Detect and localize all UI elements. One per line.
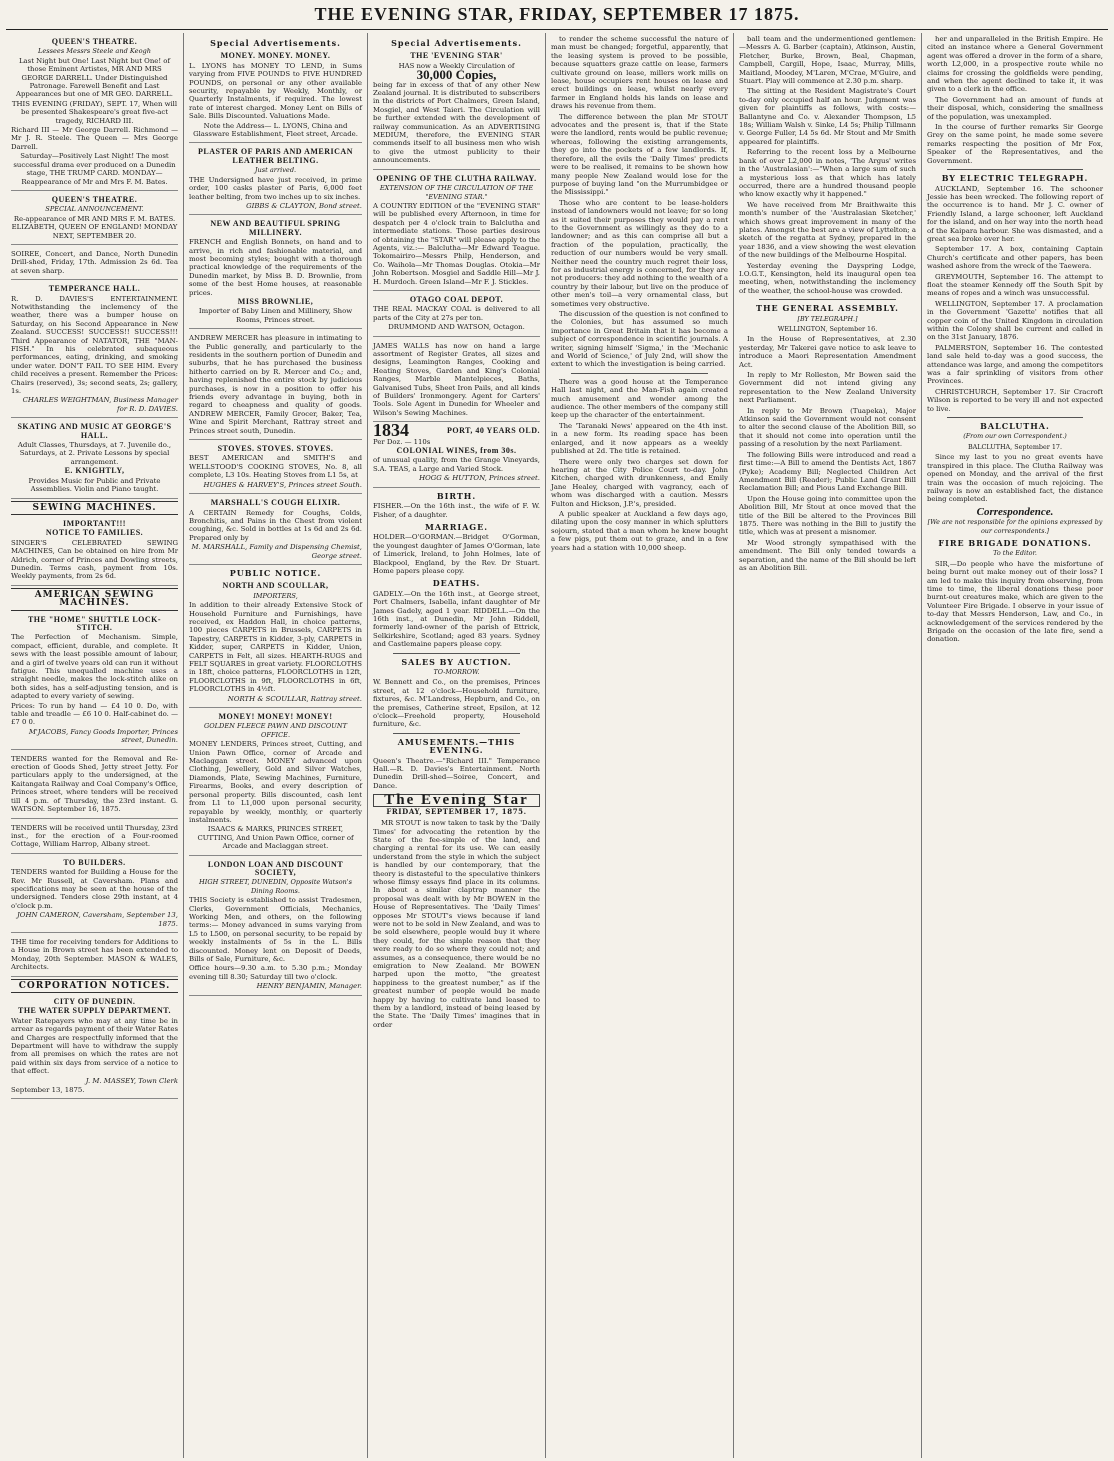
ad-lyons-money bbox=[189, 49, 362, 143]
amusements-heading: AMUSEMENTS.—THIS EVENING. bbox=[397, 736, 516, 756]
report-paragraph: her and unparalleled in the British Empire. He cited an instance where a General Government agent was offered a drover in the form of a share, worth L2,000, in a prospective route while no claims for crossing the goldfields were pending, and when the agent declined to take it, it was given to a clerk in the office. bbox=[927, 35, 1103, 94]
evening-star-banner: The Evening Star bbox=[373, 794, 540, 806]
ad-title: MARSHALL'S COUGH ELIXIR. bbox=[210, 498, 341, 508]
section-sewing: SEWING MACHINES. bbox=[11, 501, 178, 515]
ad-james-walls bbox=[373, 339, 540, 423]
telegraph-paragraph: CHRISTCHURCH, September 17. Sir Cracroft Wilson is reported to be very ill and not expected to live. bbox=[927, 387, 1103, 413]
telegraph-sub: [BY TELEGRAPH.] bbox=[797, 314, 858, 323]
telegraph-paragraph: GREYMOUTH, September 16. The attempt to float the steamer Kennedy off the South Spit by means of ropes and a winch was unsuccessful. bbox=[927, 272, 1103, 298]
report-paragraph: In reply to Mr Brown (Tuapeka), Major Atkinson said the Government would not consent to alter the second clause of the Abolition Bill, so that it should not come into operation until the passing of a resolution by the next Parliament. bbox=[739, 406, 916, 449]
ad-body: ANDREW MERCER has pleasure in intimating to the Public generally, and particularly to the residents in the southern portion of Dunedin and suburbs, that he has purchased the business hitherto carried on by R. Mercer and Co.; and, having replenished the entire stock by judicious purchases, is now in a position to offer his friends every advantage in buying, both in regard to cheapness and quality of goods. ANDREW MERCER, Family Grocer, Baker, Tea, Wine and Spirit Merchant, Rattray street and Princes street south, Dunedin. bbox=[189, 334, 362, 435]
telegraph-paragraph: September 17. A box, containing Captain Church's certificate and other papers, has been washed ashore from the wreck of the Taewera. bbox=[927, 245, 1103, 271]
ad-sub: HIGH STREET, DUNEDIN, Opposite Watson's Dining Rooms. bbox=[199, 878, 352, 895]
ad-city: CITY OF DUNEDIN. bbox=[53, 997, 136, 1006]
news-paragraph: A public speaker at Auckland a few days ago, dilating upon the cosy manner in which splutters sojourn, stated that a man whom he knew bought a few pigs, put them out to graze, and in a few years had a station with 10,000 sheep. bbox=[551, 509, 728, 552]
electric-telegraph-heading: BY ELECTRIC TELEGRAPH. bbox=[941, 173, 1089, 184]
editorial bbox=[373, 819, 540, 1029]
ad-port-wine bbox=[373, 420, 540, 487]
ad-title: SKATING AND MUSIC AT GEORGE'S HALL. bbox=[17, 422, 172, 440]
ad-body: JAMES WALLS has now on hand a large assortment of Register Grates, all sizes and designs, Leamington Ranges, Cooking and Heating Stoves, Garden and King's Colonial Ranges, Marble Mantelpieces, Baths, Galvanised Tubs, Sheet Iron Pails, and all kinds of Builders' Ironmongery. Agent for Carters' Tools. Sole Agent in Dunedin for Wheeler and Wilson's Sewing Machines. bbox=[373, 341, 540, 417]
news-paragraph: Yesterday evening the Dayspring Lodge, I.O.G.T., Kensington, held its inaugural open tea meeting, when, notwithstanding the inclemency of the weather, the school-house was crowded. bbox=[739, 261, 916, 295]
ad-title: MONEY. MONEY. MONEY. bbox=[220, 51, 331, 61]
sales-heading: SALES BY AUCTION. bbox=[401, 656, 512, 667]
ad-sub: Just arrived. bbox=[254, 166, 297, 175]
ad-dept: THE WATER SUPPLY DEPARTMENT. bbox=[18, 1006, 171, 1016]
report-paragraph: In the House of Representatives, at 2.30 yesterday, Mr Takerei gave notice to ask leave to introduce a Maori Representation Amendment Act. bbox=[739, 335, 916, 369]
sales-sub: TO-MORROW. bbox=[433, 668, 480, 676]
ad-sig: HOGG & HUTTON, Princes street. bbox=[419, 474, 540, 483]
ad-body: TENDERS wanted for Building a House for the Rev. Mr Russell, at Caversham. Plans and specifications may be seen at the house of the undersigned. Tenders close 29th instant, at 4 o'clock p.m. bbox=[11, 868, 178, 910]
ad-skating bbox=[11, 420, 178, 498]
ad-important: IMPORTANT!!! bbox=[63, 518, 126, 528]
ad-year: 1834 bbox=[373, 420, 409, 441]
letter bbox=[927, 560, 1103, 644]
ad-water-supply bbox=[11, 995, 178, 1099]
ad-title: TEMPERANCE HALL. bbox=[48, 284, 141, 294]
ad-temperance-hall bbox=[11, 282, 178, 418]
ad-body: Last Night but One! Last Night but One! of those Eminent Artistes, MR AND MRS GEORGE DARRELL. Under Distinguished Patronage. Farewell Benefit and Last Appearances but one of MR GEO. DARRELL. bbox=[16, 56, 173, 99]
letter-paragraph: SIR,—Do people who have the misfortune of being burnt out make money out of their loss? I am led to make this inquiry from observing, from time to time, the liberal donations these poor burnt-out creatures make, which are given to the Volunteer Fire Brigade. I observe in your issue of to-day that Messrs Henderson, Law, and Co., in acknowledgement of the services rendered by the Brigade on the occasion of the late fire, send a donation. bbox=[927, 559, 1103, 644]
report-paragraph: The following Bills were introduced and read a first time:—A Bill to amend the Dentists Act, 1867 (Pyke); Academy Bill; Neglected Children Act Amendment Bill (Reader); Public Land Grant Bill Reclamation Bill; and Pious Land Exchange Bill. bbox=[739, 450, 916, 493]
telegraph-news bbox=[927, 185, 1103, 414]
general-assembly-heading: THE GENERAL ASSEMBLY. bbox=[756, 303, 899, 314]
ad-price: Per Doz. — 110s bbox=[373, 437, 431, 446]
correspondence-heading: Correspondence. bbox=[976, 505, 1054, 518]
edition-date: FRIDAY, SEPTEMBER 17, 1875. bbox=[386, 806, 527, 816]
ad-title: NORTH AND SCOULLAR, bbox=[222, 581, 329, 591]
ad-line: THIS EVENING (FRIDAY), SEPT. 17, When will be presented Shakespeare's great five-act tragedy, RICHARD III. bbox=[11, 99, 178, 125]
ad-sig: CHARLES WEIGHTMAN, Business Manager for R. D. DAVIES. bbox=[22, 396, 178, 413]
amusements-notice: Queen's Theatre.—"Richard III." Temperance Hall.—R. D. Davies's Entertainment. North Dunedin Drill-shed—Soiree, Concert, and Dance. bbox=[373, 756, 540, 790]
ad-sub: Lessees Messrs Steele and Keogh bbox=[37, 47, 152, 56]
telegraph-paragraph: AUCKLAND, September 16. The schooner Jessie has been wrecked. The following report of the occurrence is to hand. Mr J. C. owner of Friendly Island, a large schooner, left Auckland for the island, and on her way into the north head of the Kaipara harbour. She was dismasted, and a great sea broke over her. bbox=[927, 184, 1103, 243]
ad-sig: NORTH & SCOULLAR, Rattray street. bbox=[227, 694, 362, 703]
telegraph-place: WELLINGTON, September 16. bbox=[777, 325, 878, 333]
masthead-title: THE EVENING STAR, FRIDAY, SEPTEMBER 17 1875. bbox=[314, 4, 800, 24]
ad-sub: EXTENSION OF THE CIRCULATION OF THE "EVENING STAR." bbox=[379, 184, 534, 201]
ad-title: TO BUILDERS. bbox=[63, 857, 126, 867]
ad-coal-depot bbox=[373, 293, 540, 337]
ad-evening-star-circulation bbox=[373, 49, 540, 169]
article-paragraph: The discussion of the question is not confined to the Colonies, but has assumed so much importance in Great Britain that it has become a subject of correspondence in scientific journals. A writer, signing himself 'Sigma,' in the 'Mechanic and World of Science,' of July 2nd, will show the extent to which the investigation is being carried. bbox=[551, 310, 728, 369]
ad-addr: Note the Address— L. LYONS, China and Glassware Establishment, Fleet street, Arcade. bbox=[193, 121, 358, 139]
ad-after: being far in excess of that of any other New Zealand journal. It is distributed to subscribers in the districts of Port Chalmers, Green Island, Mosgiel, and West Taieri. The Circulation will be further extended with the development of railway communication. As an ADVERTISING MEDIUM, therefore, the EVENING STAR commends itself to all business men who wish to give the utmost publicity to their announcements. bbox=[373, 80, 540, 165]
ad-body: Adult Classes, Thursdays, at 7. Juvenile do., Saturdays, at 2. Private Lessons by special arrangement. bbox=[17, 441, 172, 466]
ad-body: TENDERS will be received until Thursday, 23rd inst., for the erection of a Four-roomed Cottage, William Harrop, Albany street. bbox=[11, 823, 178, 849]
ad-title: LONDON LOAN AND DISCOUNT SOCIETY, bbox=[207, 859, 344, 877]
marriage-heading: MARRIAGE. bbox=[424, 521, 489, 532]
news-paragraph: There were only two charges set down for hearing at the City Police Court to-day. John Kitchen, charged with drunkenness, and Emily Jane Healey, charged with vagrancy, each of whom was discharged with a caution. Messrs Fulton and Hickson, J.P.'s, presided. bbox=[551, 457, 728, 508]
news-paragraph: Referring to the recent loss by a Melbourne bank of over L2,000 in notes, 'The Argus' writes in the 'Australasian':—"When a large sum of such a mysterious loss as that which has lately occurred, there are a hundred thousand people who know exactly why it happened." bbox=[739, 148, 916, 199]
public-notice-heading: PUBLIC NOTICE. bbox=[229, 567, 322, 578]
ad-body: THE Undersigned have just received, in prime order, 100 casks plaster of Paris, 6,000 feet leather belting, from two inches up to six inches. bbox=[189, 175, 362, 201]
ad-golden-fleece bbox=[189, 710, 362, 856]
ad-body: BEST AMERICAN and SMITH'S and WELLSTOOD'S COOKING STOVES, No. 8, all complete, L3 10s. Heating Stoves from L1 5s, at bbox=[189, 454, 362, 480]
ad-body: L. LYONS has MONEY TO LEND, in Sums varying from FIVE POUNDS to FIVE HUNDRED POUNDS, on personal or any other available security, repayable by Weekly, Monthly, or Quarterly Instalments, if required. The lowest rate of interest charged. Money Lent on Bills of Sale. Bills Discounted. Valuations Made. bbox=[189, 61, 362, 121]
editorial-continued bbox=[551, 35, 728, 369]
balclutha-sub: (From our own Correspondent.) bbox=[963, 432, 1067, 441]
ad-body: A CERTAIN Remedy for Coughs, Colds, Bronchitis, and Pains in the Chest from violent coughing, &c. Sold in bottles at 1s 6d and 2s 6d. Prepared only by bbox=[189, 508, 362, 542]
ad-name: MISS BROWNLIE, bbox=[237, 296, 314, 306]
ad-mason-wales bbox=[11, 935, 178, 977]
ad-body: In addition to their already Extensive Stock of Household Furniture and Furnishings, have received, ex Haddon Hall, in choice patterns, 100 pieces CARPETS in Brussels, CARPETS in Tapestry, CARPETS in Kidder, 3-ply, CARPETS in Kidder, super, CARPETS in Kidder, Union, CARPETS in Felt, all sizes. HEARTH-RUGS and FELT SQUARES in great variety. FLOORCLOTHS in 18ft, choice patterns, FLOORCLOTHS in 12ft, FLOORCLOTHS in 9ft, FLOORCLOTHS in 6ft, FLOORCLOTHS in 4½ft. bbox=[189, 601, 362, 694]
ad-after: Saturday—Positively Last Night! The most successful drama ever produced on a Dunedin stage, THE TRUMP CARD. MONDAY—Reappearance of Mr and Mrs F. M. Bates. bbox=[13, 152, 176, 186]
deaths-notice: GADELY.—On the 16th inst., at George street, Port Chalmers, Isabella, infant daughter of Mr James Gadely, aged 1 year. RIDDELL.—On the 16th inst., at Dunedin, Mr John Riddell, formerly land-owner of the parish of Ettrick, Selkirkshire, Scotland; aged 83 years. Sydney and Castlemaine papers please copy. bbox=[373, 589, 540, 649]
ad-sig: GIBBS & CLAYTON, Bond street. bbox=[246, 201, 362, 210]
local-news bbox=[551, 378, 728, 552]
news-paragraph: The sitting at the Resident Magistrate's Court to-day only occupied half an hour. Judgment was given for plaintiffs as follows, with costs:—Ballantyne and Co. v. Alexander Thompson, L5 18s; William Walsh v. Sinke, L4 5s; Philip Tillmann v. George Fuller, L4 5s 6d. Mr Stout and Mr Smith appeared for plaintiffs. bbox=[739, 87, 916, 146]
ad-millinery bbox=[189, 217, 362, 329]
ad-sig: HENRY BENJAMIN, Manager. bbox=[256, 982, 362, 991]
editorial-paragraph: MR STOUT is now taken to task by the 'Daily Times' for advocating the retention by the State of the fee-simple of the land, and charging a rental for its use. We can easily understand from the style in which the subject is handled by our contemporary, that the theory is distasteful to the speculative thinkers whose flimsy essays find place in its columns. In about a similar claptrap manner the proposal was dealt with by Mr BOWEN in the House of Representatives. The 'Daily Times' opposes Mr STOUT's views because if land were not to be sold in New Zealand, and was to be sold elsewhere, people would buy it where they could, for the simple reason that they were ready to do so where they could not; and assumes, as a consequence, there would be no emigration to New Zealand. Mr BOWEN harped upon the motto, "the greatest happiness to the greatest number," as if the greatest number of people would be made happy by having to cultivate land leased to them by a landlord, instead of being leased by the State. The 'Daily Times' imagines that in order bbox=[373, 819, 540, 1029]
special-ads-heading: Special Advertisements. bbox=[210, 38, 341, 48]
ad-london-loan bbox=[189, 858, 362, 996]
ad-body: Re-appearance of MR AND MRS F. M. BATES. ELIZABETH, QUEEN OF ENGLAND! MONDAY NEXT, SEPTEMBER 20. bbox=[11, 214, 178, 240]
ad-title: PORT, 40 YEARS OLD. bbox=[446, 426, 540, 436]
ad-hours: Office hours—9.30 a.m. to 5.30 p.m.; Monday evening till 8.30; Saturday till two o'clock. bbox=[189, 964, 362, 981]
masthead bbox=[6, 0, 1108, 30]
ad-plaster bbox=[189, 145, 362, 215]
assembly-continued bbox=[927, 35, 1103, 165]
ad-tenders-removal bbox=[11, 752, 178, 819]
ad-sig: ISAACS & MARKS, PRINCES STREET, CUTTING, And Union Pawn Office, corner of Arcade and Maclaggan street. bbox=[197, 825, 354, 851]
ad-sig: JOHN CAMERON, Caversham, September 13, 1875. bbox=[17, 911, 178, 928]
ad-title: OPENING OF THE CLUTHA RAILWAY. bbox=[376, 173, 537, 183]
ad-body: THE REAL MACKAY COAL is delivered to all parts of the City at 27s per ton. bbox=[373, 305, 540, 322]
column-1 bbox=[6, 33, 184, 1458]
ad-marshall bbox=[189, 496, 362, 565]
balclutha-place: BALCLUTHA, September 17. bbox=[967, 442, 1063, 451]
ad-title: MONEY! MONEY! MONEY! bbox=[218, 712, 333, 722]
ad-soiree bbox=[11, 247, 178, 280]
column-3 bbox=[368, 33, 546, 1458]
report-paragraph: The Government had an amount of funds at their disposal, which, considering the smallness of the population, was unexampled. bbox=[927, 95, 1103, 121]
ad-prices: Prices: To run by hand — £4 10 0. Do, with table and treadle — £6 10 0. Half-cabinet do. — £7 0 0. bbox=[11, 701, 178, 727]
ad-title: THE 'EVENING STAR' bbox=[410, 51, 503, 61]
ad-title: QUEEN'S THEATRE. bbox=[51, 37, 138, 46]
ad-stoves bbox=[189, 442, 362, 494]
ad-body: TENDERS wanted for the Removal and Re-erection of Goods Shed, Jetty street Jetty. For particulars apply to the undersigned, at the Kaitangata Railway and Coal Company's Office, Princes street, where tenders will be received till 4 p.m. of Thursday, the 23rd instant. G. WATSON. September 16, 1875. bbox=[11, 754, 178, 814]
ad-circulation: 30,000 Copies, bbox=[416, 67, 497, 83]
ad-clutha-railway bbox=[373, 172, 540, 291]
report-paragraph: In the course of further remarks Sir George Grey on the same point, he made some severe remarks respecting the position of Mr Fox, Speaker of the Representatives, and the Government. bbox=[927, 123, 1103, 165]
ad-sub: COLONIAL WINES, from 30s. bbox=[396, 446, 517, 456]
sales-notice: W. Bennett and Co., on the premises, Princes street, at 12 o'clock—Household furniture, fixtures, &c. M'Landress, Hepburn, and Co., on the premises, Catherine street, Epsilon, at 12 o'clock—Freehold property, Household furniture, &c. bbox=[373, 678, 540, 729]
ad-desc: Provides Music for Public and Private Assemblies. Violin and Piano taught. bbox=[28, 476, 161, 494]
ad-queens-theatre bbox=[11, 35, 178, 191]
general-assembly-report bbox=[739, 335, 916, 572]
news-paragraph: There was a good house at the Temperance Hall last night, and the Man-Fish again created much amusement and wonder among the audience. The other members of the company still keep up the character of the entertainment. bbox=[551, 377, 728, 420]
ad-sig: J. M. MASSEY, Town Clerk bbox=[85, 1076, 178, 1085]
telegraph-paragraph: PALMERSTON, September 16. The contested land sale held to-day was a good success, the attendance was large, and among the competitors was a fair sprinkling of visitors from other Provinces. bbox=[927, 343, 1103, 386]
ad-body: MONEY LENDERS, Princes street, Cutting, and Union Pawn Office, corner of Arcade and Maclaggan street. MONEY advanced upon Clothing, Jewellery, Gold and Silver Watches, Diamonds, Plate, Sewing Machines, Furniture, Firearms, Books, and every description of personal property. Bills discounted, cash lent from L1 to L1,000 upon personal security, repayable by weekly, monthly, or quarterly instalments. bbox=[189, 740, 362, 824]
ad-sig: HUGHES & HARVEY'S, Princes street South. bbox=[203, 480, 362, 489]
article-paragraph: Those who are content to be lease-holders instead of landowners would not leave; for so long as it suited their purposes they would pay a rent to the Government as willingly as they do to a landowner; and as this can comprise all but a fraction of the population, practically, the reduction of our numbers would be very small. Neither need the country much regret their loss, for as industrial energy is concerned, for they are not producers: they add nothing to the wealth of a country by their labour, but live on the produce of other men's toil—a very ornamental class, but sometimes very obstructive. bbox=[551, 198, 728, 308]
ad-body: FRENCH and English Bonnets, on hand and to arrive, in rich and fashionable material, and most becoming styles; bought with a thorough practical knowledge of the requirements of the Dunedin market, by Miss B. D. Brownlie, from some of the best Home houses, at reasonable prices. bbox=[189, 238, 362, 297]
ad-title: NEW AND BEAUTIFUL SPRING MILLINERY. bbox=[210, 219, 341, 237]
ad-body: The Perfection of Mechanism. Simple, compact, efficient, durable, and complete. It sews with the least possible amount of labour, and a girl of twelve years old can run it without fatigue. This unequalled machine uses a straight needle, makes the lock-stitch alike on both sides, has a self-adjusting tension, and is adapted to every variety of sewing. bbox=[11, 633, 178, 701]
ad-sig: DRUMMOND AND WATSON, Octagon. bbox=[388, 323, 525, 332]
column-2 bbox=[184, 33, 368, 1458]
ad-name: E. KNIGHTLY, bbox=[64, 466, 125, 476]
ad-sub: GOLDEN FLEECE PAWN AND DISCOUNT OFFICE. bbox=[203, 722, 348, 739]
ad-sig: M. MARSHALL, Family and Dispensing Chemist, George street. bbox=[191, 543, 362, 560]
ad-singer bbox=[11, 517, 178, 586]
news-paragraph: The 'Taranaki News' appeared on the 4th inst. in a new form. Its reading space has been enlarged, and it now appears as a weekly published at 2d. The title is retained. bbox=[551, 421, 728, 456]
ad-title: OTAGO COAL DEPOT. bbox=[409, 294, 504, 304]
birth-notice: FISHER.—On the 16th inst., the wife of F. W. Fisher, of a daughter. bbox=[373, 502, 540, 519]
ad-north-scoullar bbox=[189, 579, 362, 708]
birth-heading: BIRTH. bbox=[436, 490, 477, 501]
news-paragraph: ball team and the undermentioned gentlemen:—Messrs A. G. Barber (captain), Atkinson, Austin, Fletcher, Burke, Brown, Beal, Chapman, Campbell, Cargill, Hope, Isaac, Murray, Mills, Maitland, Moodey, M'Laren, M'Crae, M'Guire, and Stuart. Play will commence at 2.30 p.m. sharp. bbox=[739, 35, 916, 86]
balclutha-heading: BALCLUTHA. bbox=[980, 421, 1050, 432]
ad-date: September 13, 1875. bbox=[11, 1086, 85, 1095]
report-paragraph: Upon the House going into committee upon the Abolition Bill, Mr Stout at once moved that the title of the Bill be altered to the Provinces Bill 1875. There was nothing in the Bill to justify the title, which was at present a misnomer. bbox=[739, 494, 916, 537]
ad-sub: IMPORTERS, bbox=[253, 591, 298, 600]
ad-body: THE time for receiving tenders for Additions to a House in Brown street has been extended to Monday, 20th September. MASON & WALES, Architects. bbox=[11, 937, 178, 972]
article-paragraph: to render the scheme successful the nature of man must be changed; forgetful, apparently, that the leasing system is proved to be possible, because squatters graze cattle on lease, farmers cultivate ground on lease, millers work mills on lease, house occupiers rent houses on lease and erect buildings on lease, whilst nearly every farmer in England holds his lands on lease and draws his revenue from them. bbox=[551, 35, 728, 111]
ad-body: SINGER'S CELEBRATED SEWING MACHINES, Can be obtained on hire from Mr Aldrich, corner of Princes and Dowling streets, Dunedin. Terms cash, payment from 10s. Weekly payments, from 2s 6d. bbox=[11, 538, 178, 581]
ad-builders bbox=[11, 856, 178, 933]
section-corporation: CORPORATION NOTICES. bbox=[11, 979, 178, 993]
telegraph-paragraph: WELLINGTON, September 17. A proclamation in the Government 'Gazette' notifies that all copper coin of the United Kingdom in circulation within the Colony shall be current and called in on the 31st January, 1876. bbox=[927, 299, 1103, 342]
ad-title: STOVES. STOVES. STOVES. bbox=[217, 444, 334, 454]
ad-tenders-cottage bbox=[11, 821, 178, 854]
ad-home-shuttle bbox=[11, 613, 178, 750]
letter-to: To the Editor. bbox=[993, 549, 1037, 558]
ad-cast: Richard III — Mr George Darrell. Richmond — Mr J. R. Steele. The Queen — Mrs George Darrell. bbox=[11, 126, 178, 151]
correspondence-note: [We are not responsible for the opinions expressed by our correspondents.] bbox=[927, 518, 1103, 535]
report-paragraph: Since my last to you no great events have transpired in this place. The Clutha Railway was opened on Monday, and the arrival of the first train was the occasion of much rejoicing. The railway is now an established fact, the distance being completed. bbox=[927, 453, 1103, 504]
ad-title: THE "HOME" SHUTTLE LOCK-STITCH. bbox=[27, 614, 162, 632]
ad-body: of unusual quality, from the Grange Vineyards, S.A. TEAS, a Large and Varied Stock. bbox=[373, 456, 540, 473]
ad-body: SOIREE, Concert, and Dance, North Dunedin Drill-shed, Friday, 17th. Admission 2s 6d. Tea at seven sharp. bbox=[11, 249, 178, 275]
letter-title: FIRE BRIGADE DONATIONS. bbox=[938, 537, 1092, 548]
marriage-notice: HOLDER—O'GORMAN.—Bridget O'Gorman, the youngest daughter of James O'Gorman, late of Limerick, Ireland, to John Holmes, late of Blackpool, England, by the Rev. Dr Stuart. Home papers please copy. bbox=[373, 533, 540, 575]
ad-notice: NOTICE TO FAMILIES. bbox=[45, 528, 144, 538]
deaths-heading: DEATHS. bbox=[432, 578, 481, 589]
report-paragraph: In reply to Mr Rolleston, Mr Bowen said the Government did not intend giving any representation to the New Zealand University next Parliament. bbox=[739, 371, 916, 405]
ad-title: QUEEN'S THEATRE. bbox=[51, 194, 138, 204]
special-ads-heading: Special Advertisements. bbox=[391, 38, 522, 48]
ad-body: R. D. DAVIES'S ENTERTAINMENT. Notwithstanding the inclemency of the weather, there was a bumper house on Saturday, on his Second Appearance in New Zealand. SUCCESS! SUCCESS!! SUCCESS!!! Third Appearance of NATATOR, THE "MAN-FISH." In his celebrated subaqueous performances, eating, drinking, and smoking under water. DON'T FAIL TO SEE HIM. Every child receives a present. Remember the Prices: Chairs (reserved), 3s; second seats, 2s; gallery, 1s. bbox=[11, 294, 178, 396]
ad-sig: M'JACOBS, Fancy Goods Importer, Princes street, Dunedin. bbox=[28, 727, 178, 745]
section-american: AMERICAN SEWING MACHINES. bbox=[11, 588, 178, 611]
news-paragraph: We have received from Mr Braithwaite this month's number of the 'Australasian Sketcher,' which shows great improvement in many of the plates. Amongst the best are a view of Lyttelton; a sketch of the regatta at Sydney, prepared in the year 1836, and a view showing the west elevation of the new buildings of the Melbourne Hospital. bbox=[739, 200, 916, 260]
ad-body: Water Ratepayers who may at any time be in arrear as regards payment of their Water Rates and Charges are respectfully informed that the Department will have to withdraw the supply from all premises on which the rates are not paid within six days from service of a notice to that effect. bbox=[11, 1016, 178, 1076]
local-news-continued bbox=[739, 35, 916, 295]
ad-body: A COUNTRY EDITION of the "EVENING STAR" will be published every Afternoon, in time for despatch per 4 o'clock train to Balclutha and intermediate stations. Those parties desirous of obtaining the "STAR" will please apply to the Agents, viz.:— Balclutha—Mr Edward Teague. Tokomairiro—Messrs Philp, Henderson, and Co. Waihola—Mr Thomas Douglas. Otokia—Mr John Robertson. Mosgiel and Saddle Hill—Mr J. H. Murdoch. Green Island—Mr F. J. Stickles. bbox=[373, 201, 540, 286]
column-5 bbox=[734, 33, 922, 1458]
ad-body: HAS now a Weekly Circulation of bbox=[398, 61, 515, 70]
ad-queens-theatre-2 bbox=[11, 193, 178, 245]
ad-mercer bbox=[189, 331, 362, 440]
ad-body: THIS Society is established to assist Tradesmen, Clerks, Government Officials, Mechanics, Working Men, and others, on the following terms:— Money advanced in sums varying from L5 to L500, on personal security, to be repaid by weekly instalments of 5s in the L. Bills discounted. Money lent on Deposit of Deeds, Bills of Sale, Furniture, &c. bbox=[189, 896, 362, 963]
report-paragraph: Mr Wood strongly sympathised with the amendment. The Bill only tended towards a separation, and the name of the Bill should be left as an Abolition Bill. bbox=[739, 538, 916, 572]
column-6 bbox=[922, 33, 1108, 1458]
article-paragraph: The difference between the plan Mr STOUT advocates and the present is, that if the State were the landlord, rents would be public revenue; whereas, following the existing arrangements, they go into the pockets of a few landlords. If, therefore, all the evils the 'Daily Times' predicts were to be realised, it remains to be shown how many people New Zealand would lose for the purpose of buying land "on the Murrumbidgee or the Mississippi." bbox=[551, 112, 728, 197]
ad-title: PLASTER OF PARIS AND AMERICAN LEATHER BELTING. bbox=[198, 147, 353, 165]
ad-desc: Importer of Baby Linen and Millinery, Show Rooms, Princes street. bbox=[198, 307, 353, 324]
balclutha-report bbox=[927, 453, 1103, 503]
ad-sub: SPECIAL ANNOUNCEMENT. bbox=[45, 205, 144, 214]
column-4 bbox=[546, 33, 734, 1458]
columns bbox=[6, 33, 1108, 1458]
